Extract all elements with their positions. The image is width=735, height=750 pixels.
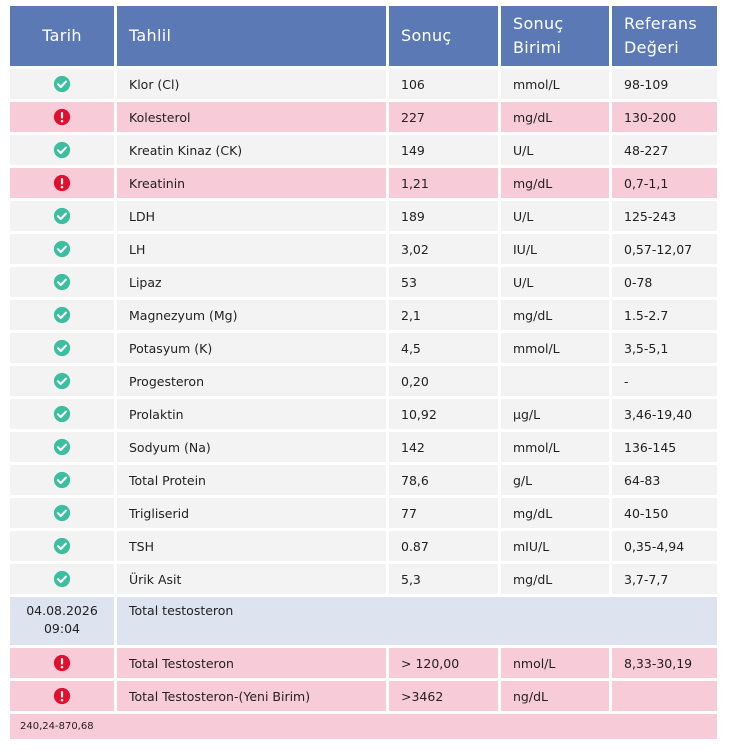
result-value: 78,6 — [389, 465, 498, 495]
status-cell — [10, 102, 114, 132]
result-unit: mIU/L — [501, 531, 609, 561]
test-name: Trigliserid — [117, 498, 386, 528]
result-value: 0.87 — [389, 531, 498, 561]
status-cell — [10, 201, 114, 231]
footnote-row — [10, 714, 717, 739]
reference-range: 3,7-7,7 — [612, 564, 717, 594]
table-row — [10, 498, 717, 528]
check-circle-icon — [53, 208, 71, 223]
result-unit: ng/dL — [501, 681, 609, 711]
check-circle-icon — [53, 340, 71, 355]
table-row — [10, 168, 717, 198]
result-value: 0,20 — [389, 366, 498, 396]
header-test: Tahlil — [117, 6, 386, 66]
status-cell — [10, 498, 114, 528]
result-unit — [501, 366, 609, 396]
status-cell — [10, 300, 114, 330]
result-unit: µg/L — [501, 399, 609, 429]
test-name: Kolesterol — [117, 102, 386, 132]
check-circle-icon — [53, 373, 71, 388]
test-name: LDH — [117, 201, 386, 231]
table-row — [10, 399, 717, 429]
test-name: LH — [117, 234, 386, 264]
status-cell — [10, 432, 114, 462]
check-circle-icon — [53, 274, 71, 289]
status-cell — [10, 681, 114, 711]
footnote-text: 240,24-870,68 — [10, 714, 717, 739]
group-title: Total testosteron — [117, 597, 717, 645]
table-row — [10, 465, 717, 495]
result-unit: nmol/L — [501, 648, 609, 678]
reference-range: 98-109 — [612, 69, 717, 99]
reference-range: 3,46-19,40 — [612, 399, 717, 429]
test-name: Progesteron — [117, 366, 386, 396]
table-row — [10, 300, 717, 330]
check-circle-icon — [53, 142, 71, 157]
status-cell — [10, 564, 114, 594]
table-row — [10, 135, 717, 165]
test-name: Kreatinin — [117, 168, 386, 198]
group-header-row — [10, 597, 717, 645]
header-unit-line1: Sonuç — [513, 14, 564, 33]
result-value: 3,02 — [389, 234, 498, 264]
test-name: Total Testosteron — [117, 648, 386, 678]
reference-range: 125-243 — [612, 201, 717, 231]
check-circle-icon — [53, 472, 71, 487]
results-body — [10, 69, 717, 594]
reference-range: 3,5-5,1 — [612, 333, 717, 363]
table-row — [10, 234, 717, 264]
exclamation-circle-icon — [53, 175, 71, 190]
result-unit: mmol/L — [501, 333, 609, 363]
table-row — [10, 102, 717, 132]
test-name: Ürik Asit — [117, 564, 386, 594]
reference-range: 0,57-12,07 — [612, 234, 717, 264]
footnote-body — [10, 714, 717, 739]
lab-results-table — [7, 3, 720, 742]
reference-range: 8,33-30,19 — [612, 648, 717, 678]
status-cell — [10, 399, 114, 429]
check-circle-icon — [53, 439, 71, 454]
reference-range: 130-200 — [612, 102, 717, 132]
result-unit: mg/dL — [501, 498, 609, 528]
result-value: 5,3 — [389, 564, 498, 594]
group-time: 09:04 — [43, 621, 81, 636]
exclamation-circle-icon — [53, 688, 71, 703]
table-row — [10, 366, 717, 396]
check-circle-icon — [53, 571, 71, 586]
table-row — [10, 432, 717, 462]
group-date: 04.08.2026 — [26, 603, 98, 618]
table-row — [10, 69, 717, 99]
result-value: 106 — [389, 69, 498, 99]
result-value: 142 — [389, 432, 498, 462]
result-value: 10,92 — [389, 399, 498, 429]
result-unit: U/L — [501, 135, 609, 165]
result-value: 53 — [389, 267, 498, 297]
test-name: Total Testosteron-(Yeni Birim) — [117, 681, 386, 711]
table-row — [10, 267, 717, 297]
check-circle-icon — [53, 505, 71, 520]
test-name: Klor (Cl) — [117, 69, 386, 99]
result-unit: mmol/L — [501, 69, 609, 99]
header-reference-line2: Değeri — [624, 38, 679, 57]
exclamation-circle-icon — [53, 655, 71, 670]
result-value: 2,1 — [389, 300, 498, 330]
check-circle-icon — [53, 538, 71, 553]
lab-results-panel — [10, 6, 714, 742]
status-cell — [10, 168, 114, 198]
result-value: 4,5 — [389, 333, 498, 363]
result-value: 1,21 — [389, 168, 498, 198]
status-cell — [10, 69, 114, 99]
exclamation-circle-icon — [53, 109, 71, 124]
header-result: Sonuç — [389, 6, 498, 66]
status-cell — [10, 135, 114, 165]
status-cell — [10, 465, 114, 495]
group-body — [10, 597, 717, 645]
result-unit: mg/dL — [501, 564, 609, 594]
table-row — [10, 681, 717, 711]
result-value: > 120,00 — [389, 648, 498, 678]
table-row — [10, 333, 717, 363]
test-name: Lipaz — [117, 267, 386, 297]
table-row — [10, 564, 717, 594]
reference-range: 64-83 — [612, 465, 717, 495]
result-unit: mg/dL — [501, 168, 609, 198]
result-value: 77 — [389, 498, 498, 528]
reference-range: 1.5-2.7 — [612, 300, 717, 330]
check-circle-icon — [53, 241, 71, 256]
test-name: Sodyum (Na) — [117, 432, 386, 462]
reference-range: 136-145 — [612, 432, 717, 462]
header-unit — [501, 6, 609, 66]
header-date: Tarih — [10, 6, 114, 66]
status-cell — [10, 267, 114, 297]
reference-range: 40-150 — [612, 498, 717, 528]
status-cell — [10, 333, 114, 363]
test-name: Kreatin Kinaz (CK) — [117, 135, 386, 165]
test-name: Potasyum (K) — [117, 333, 386, 363]
reference-range: - — [612, 366, 717, 396]
result-value: >3462 — [389, 681, 498, 711]
result-unit: U/L — [501, 201, 609, 231]
test-name: TSH — [117, 531, 386, 561]
reference-range: 0,7-1,1 — [612, 168, 717, 198]
status-cell — [10, 234, 114, 264]
result-unit: U/L — [501, 267, 609, 297]
table-row — [10, 201, 717, 231]
check-circle-icon — [53, 307, 71, 322]
reference-range — [612, 681, 717, 711]
test-name: Prolaktin — [117, 399, 386, 429]
status-cell — [10, 531, 114, 561]
result-unit: mg/dL — [501, 102, 609, 132]
header-reference — [612, 6, 717, 66]
result-unit: mg/dL — [501, 300, 609, 330]
result-unit: g/L — [501, 465, 609, 495]
result-unit: IU/L — [501, 234, 609, 264]
status-cell — [10, 366, 114, 396]
group-date-cell — [10, 597, 114, 645]
table-row — [10, 531, 717, 561]
result-value: 227 — [389, 102, 498, 132]
header-reference-line1: Referans — [624, 14, 697, 33]
test-name: Magnezyum (Mg) — [117, 300, 386, 330]
header-unit-line2: Birimi — [513, 38, 562, 57]
reference-range: 0-78 — [612, 267, 717, 297]
group-results-body — [10, 648, 717, 711]
reference-range: 0,35-4,94 — [612, 531, 717, 561]
check-circle-icon — [53, 406, 71, 421]
result-value: 149 — [389, 135, 498, 165]
table-header-row — [10, 6, 717, 66]
test-name: Total Protein — [117, 465, 386, 495]
check-circle-icon — [53, 76, 71, 91]
result-value: 189 — [389, 201, 498, 231]
result-unit: mmol/L — [501, 432, 609, 462]
status-cell — [10, 648, 114, 678]
reference-range: 48-227 — [612, 135, 717, 165]
table-row — [10, 648, 717, 678]
